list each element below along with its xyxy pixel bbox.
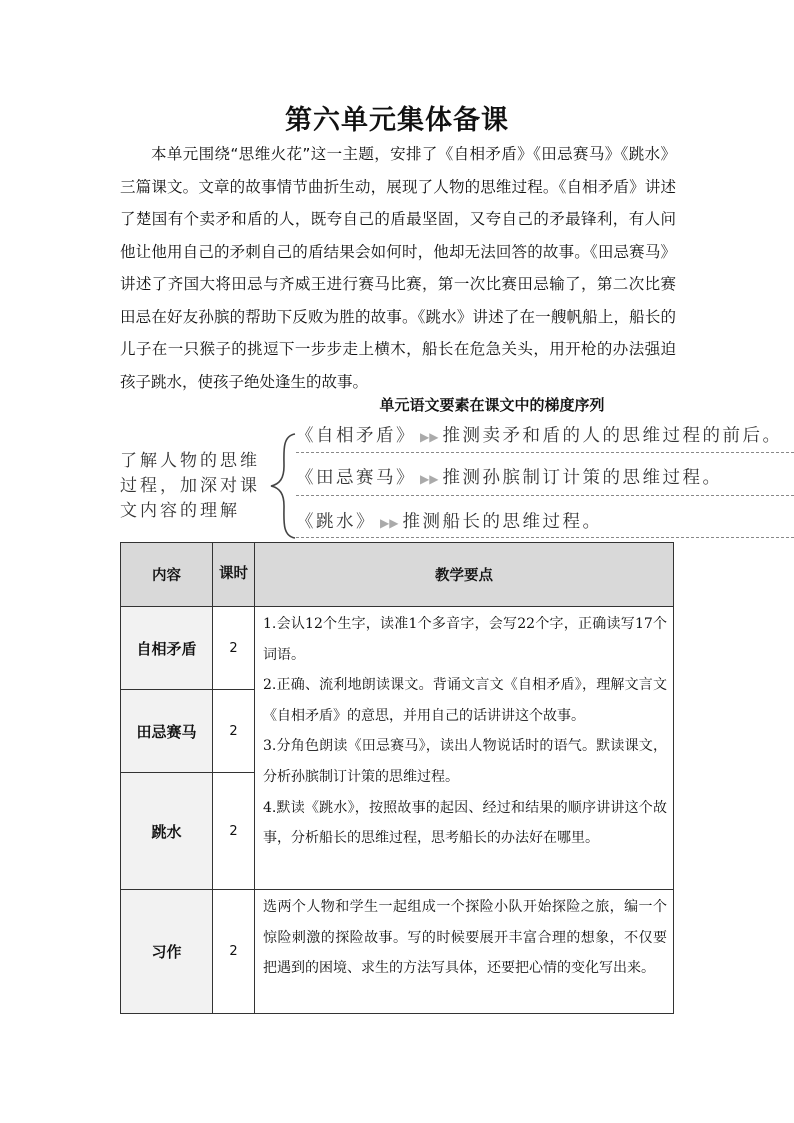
table-row: [121, 890, 674, 1014]
dashed-divider: [296, 452, 794, 453]
teaching-point: 1.会认12个生字，读准1个多音字，会写22个字，正确读写17个词语。: [263, 616, 667, 663]
teaching-point: 选两个人物和学生一起组成一个探险小队开始探险之旅，编一个惊险刺激的探险故事。写的时候要展开丰富合理的想象，不仅要把遇到的困境、求生的方法写具体，还要把心情的变化写出来。: [263, 899, 667, 977]
row-hours: 2: [213, 607, 255, 690]
sequence-line-3-text: 推测船长的思维过程。: [402, 512, 603, 532]
page-title: 第六单元集体备课: [285, 105, 509, 136]
sequence-line-3-title: 《跳水》: [296, 512, 376, 532]
sequence-line-2: [296, 464, 794, 489]
intro-text: 本单元围绕“思维火花”这一主题，安排了《自相矛盾》《田忌赛马》《跳水》三篇课文。文章的故事情节曲折生动，展现了人物的思维过程。《自相矛盾》讲述了楚国有个卖矛和盾的人，既夸自己的盾最坚固，又夸自己的矛最锋利，有人问他让他用自己的矛刺自己的盾结果会如何时，他却无法回答的故事。《田忌赛马》讲述了齐国大将田忌与齐威王进行赛马比赛，第一次比赛田忌输了，第二次比赛田忌在好友孙膑的帮助下反败为胜的故事。《跳水》讲述了在一艘帆船上，船长的儿子在一只猴子的挑逗下一步步走上横木，船长在危急关头，用开枪的办法强迫孩子跳水，使孩子绝处逢生的故事。: [120, 145, 676, 391]
row-content: 习作: [121, 890, 213, 1014]
row-hours: 2: [213, 773, 255, 890]
header-hours: 课时: [213, 543, 255, 607]
sequence-line-3: [296, 508, 794, 533]
intro-paragraph: [120, 138, 676, 398]
sequence-title: 单元语文要素在课文中的梯度序列: [379, 396, 605, 414]
dashed-divider: [296, 537, 794, 538]
table-row: [121, 607, 674, 690]
row-hours: 2: [213, 690, 255, 773]
row-content: 跳水: [121, 773, 213, 890]
sequence-left-label: 了解人物的思维过程，加深对课文内容的理解: [120, 451, 260, 521]
header-points: 教学要点: [255, 543, 674, 607]
double-arrow-icon: ▶▶: [420, 472, 439, 486]
teaching-points-cell: [255, 607, 674, 890]
row-content: 自相矛盾: [121, 607, 213, 690]
writing-points-cell: [255, 890, 674, 1014]
sequence-line-1-text: 推测卖矛和盾的人的思维过程的前后。: [442, 426, 783, 446]
dashed-divider: [296, 495, 794, 496]
sequence-line-2-text: 推测孙膑制订计策的思维过程。: [442, 468, 723, 488]
curly-brace-icon: [268, 432, 298, 540]
double-arrow-icon: ▶▶: [380, 516, 399, 530]
header-content: 内容: [121, 543, 213, 607]
sequence-line-1: [296, 422, 794, 447]
teaching-point: 3.分角色朗读《田忌赛马》，读出人物说话时的语气。默读课文，分析孙膑制订计策的思维过程。: [263, 738, 667, 785]
row-content: 田忌赛马: [121, 690, 213, 773]
double-arrow-icon: ▶▶: [420, 430, 439, 444]
sequence-line-2-title: 《田忌赛马》: [296, 468, 416, 488]
sequence-line-1-title: 《自相矛盾》: [296, 426, 416, 446]
row-hours: 2: [213, 890, 255, 1014]
teaching-point: 2.正确、流利地朗读课文。背诵文言文《自相矛盾》，理解文言文《自相矛盾》的意思，并用自己的话讲讲这个故事。: [263, 677, 667, 724]
table-header-row: [121, 543, 674, 607]
teaching-point: 4.默读《跳水》，按照故事的起因、经过和结果的顺序讲讲这个故事，分析船长的思维过程，思考船长的办法好在哪里。: [263, 799, 667, 847]
lesson-plan-table: [120, 542, 674, 1014]
